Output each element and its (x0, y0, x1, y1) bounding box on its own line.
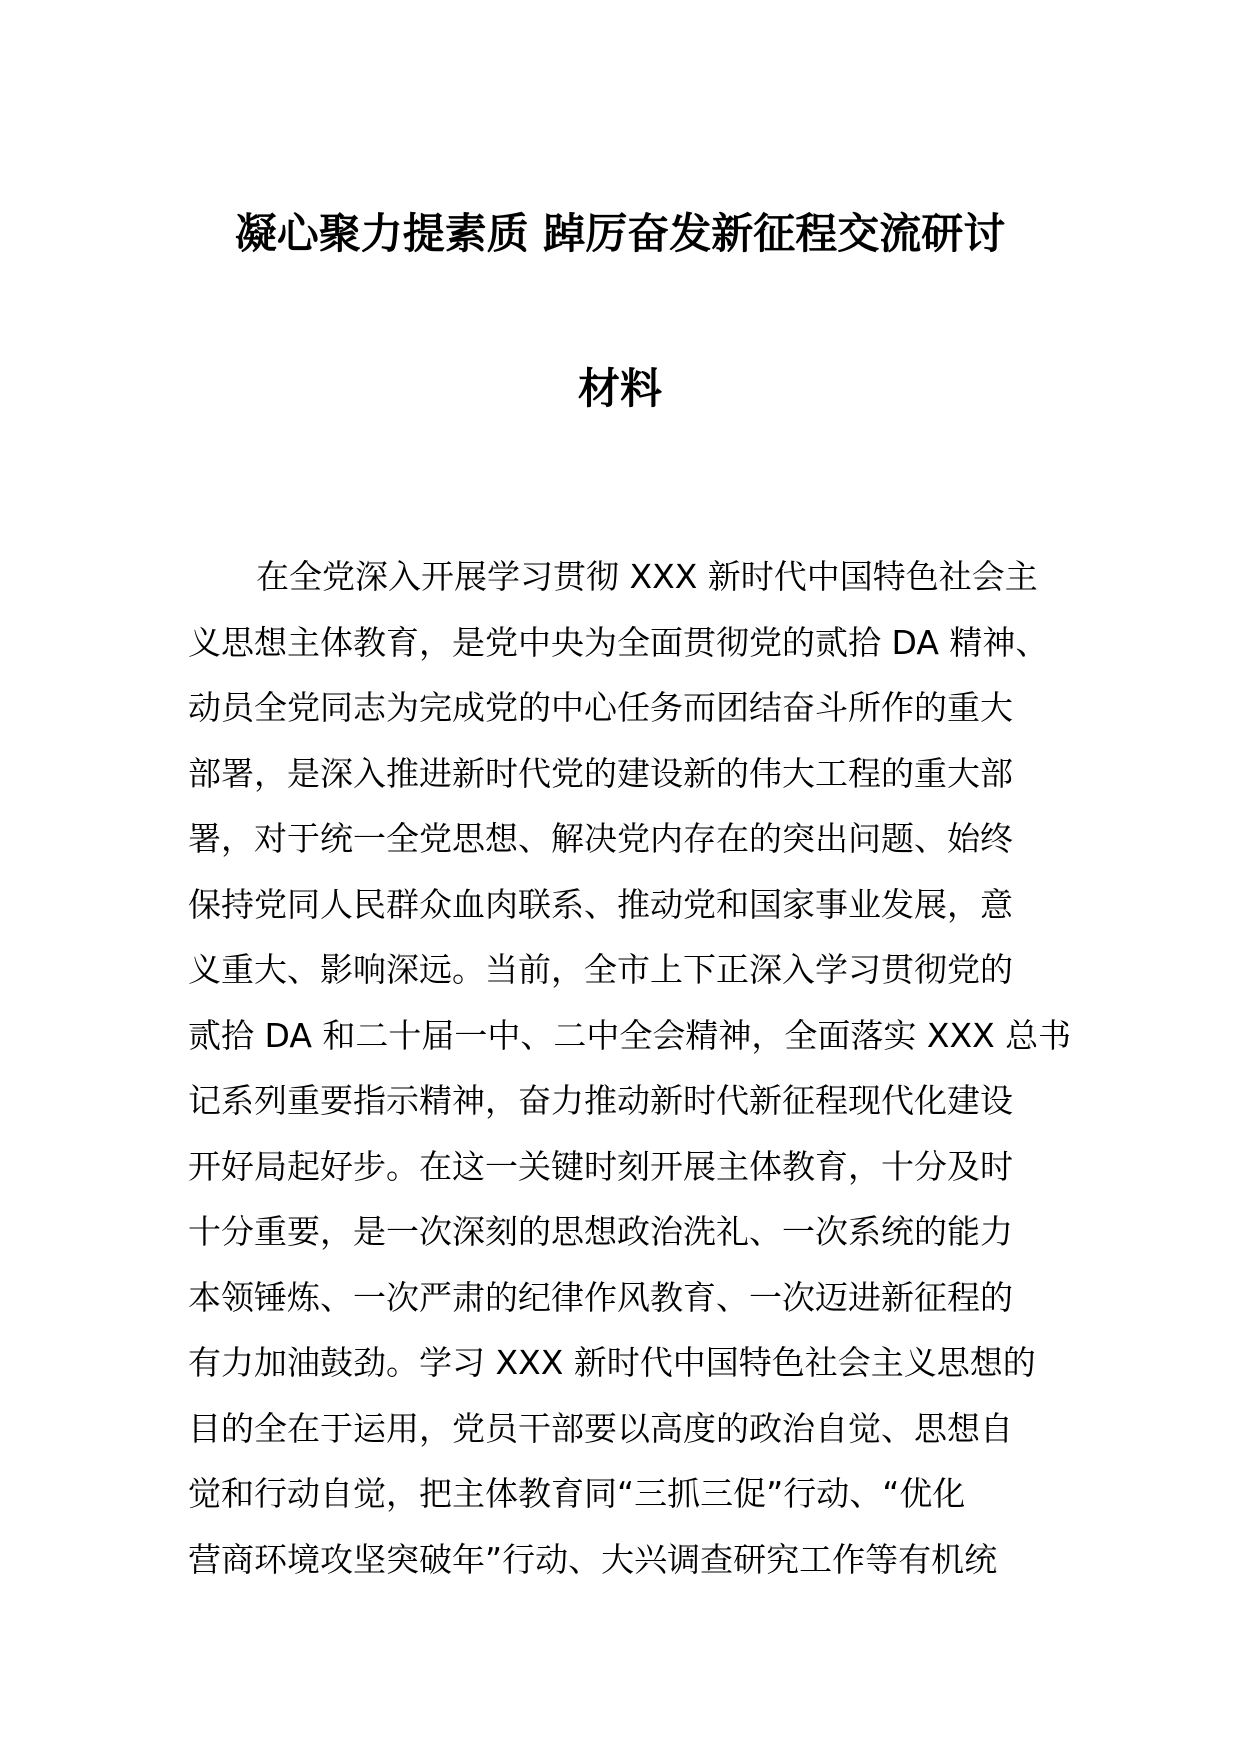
document-title-line-1: 凝心聚力提素质 踔厉奋发新征程交流研讨 (234, 209, 1006, 258)
body-line: 觉和行动自觉，把主体教育同“三抓三促”行动、“优化 (188, 1474, 966, 1513)
body-line: 有力加油鼓劲。学习 XXX 新时代中国特色社会主义思想的 (188, 1343, 1036, 1382)
body-line: 动员全党同志为完成党的中心任务而团结奋斗所作的重大 (188, 688, 1013, 727)
body-line: 部署，是深入推进新时代党的建设新的伟大工程的重大部 (188, 753, 1013, 793)
document-title-line-2: 材料 (577, 364, 662, 413)
body-line: 本领锤炼、一次严肃的纪律作风教育、一次迈进新征程的 (188, 1277, 1013, 1317)
body-paragraph (188, 544, 1072, 1592)
body-line: 十分重要，是一次深刻的思想政治洗礼、一次系统的能力 (188, 1212, 1013, 1251)
body-line: 贰拾 DA 和二十届一中、二中全会精神，全面落实 XXX 总书 (188, 1015, 1072, 1055)
body-line: 在全党深入开展学习贯彻 XXX 新时代中国特色社会主 (256, 557, 1038, 596)
body-line: 记系列重要指示精神，奋力推动新时代新征程现代化建设 (188, 1081, 1013, 1120)
body-line: 目的全在于运用，党员干部要以高度的政治自觉、思想自 (188, 1408, 1013, 1448)
body-line: 营商环境攻坚突破年”行动、大兴调查研究工作等有机统 (188, 1539, 998, 1579)
body-line: 开好局起好步。在这一关键时刻开展主体教育，十分及时 (188, 1146, 1013, 1186)
body-line: 署，对于统一全党思想、解决党内存在的突出问题、始终 (188, 819, 1013, 858)
body-line: 保持党同人民群众血肉联系、推动党和国家事业发展，意 (188, 884, 1013, 924)
body-line: 义重大、影响深远。当前，全市上下正深入学习贯彻党的 (188, 950, 1013, 989)
body-line: 义思想主体教育，是党中央为全面贯彻党的贰拾 DA 精神、 (188, 622, 1049, 662)
